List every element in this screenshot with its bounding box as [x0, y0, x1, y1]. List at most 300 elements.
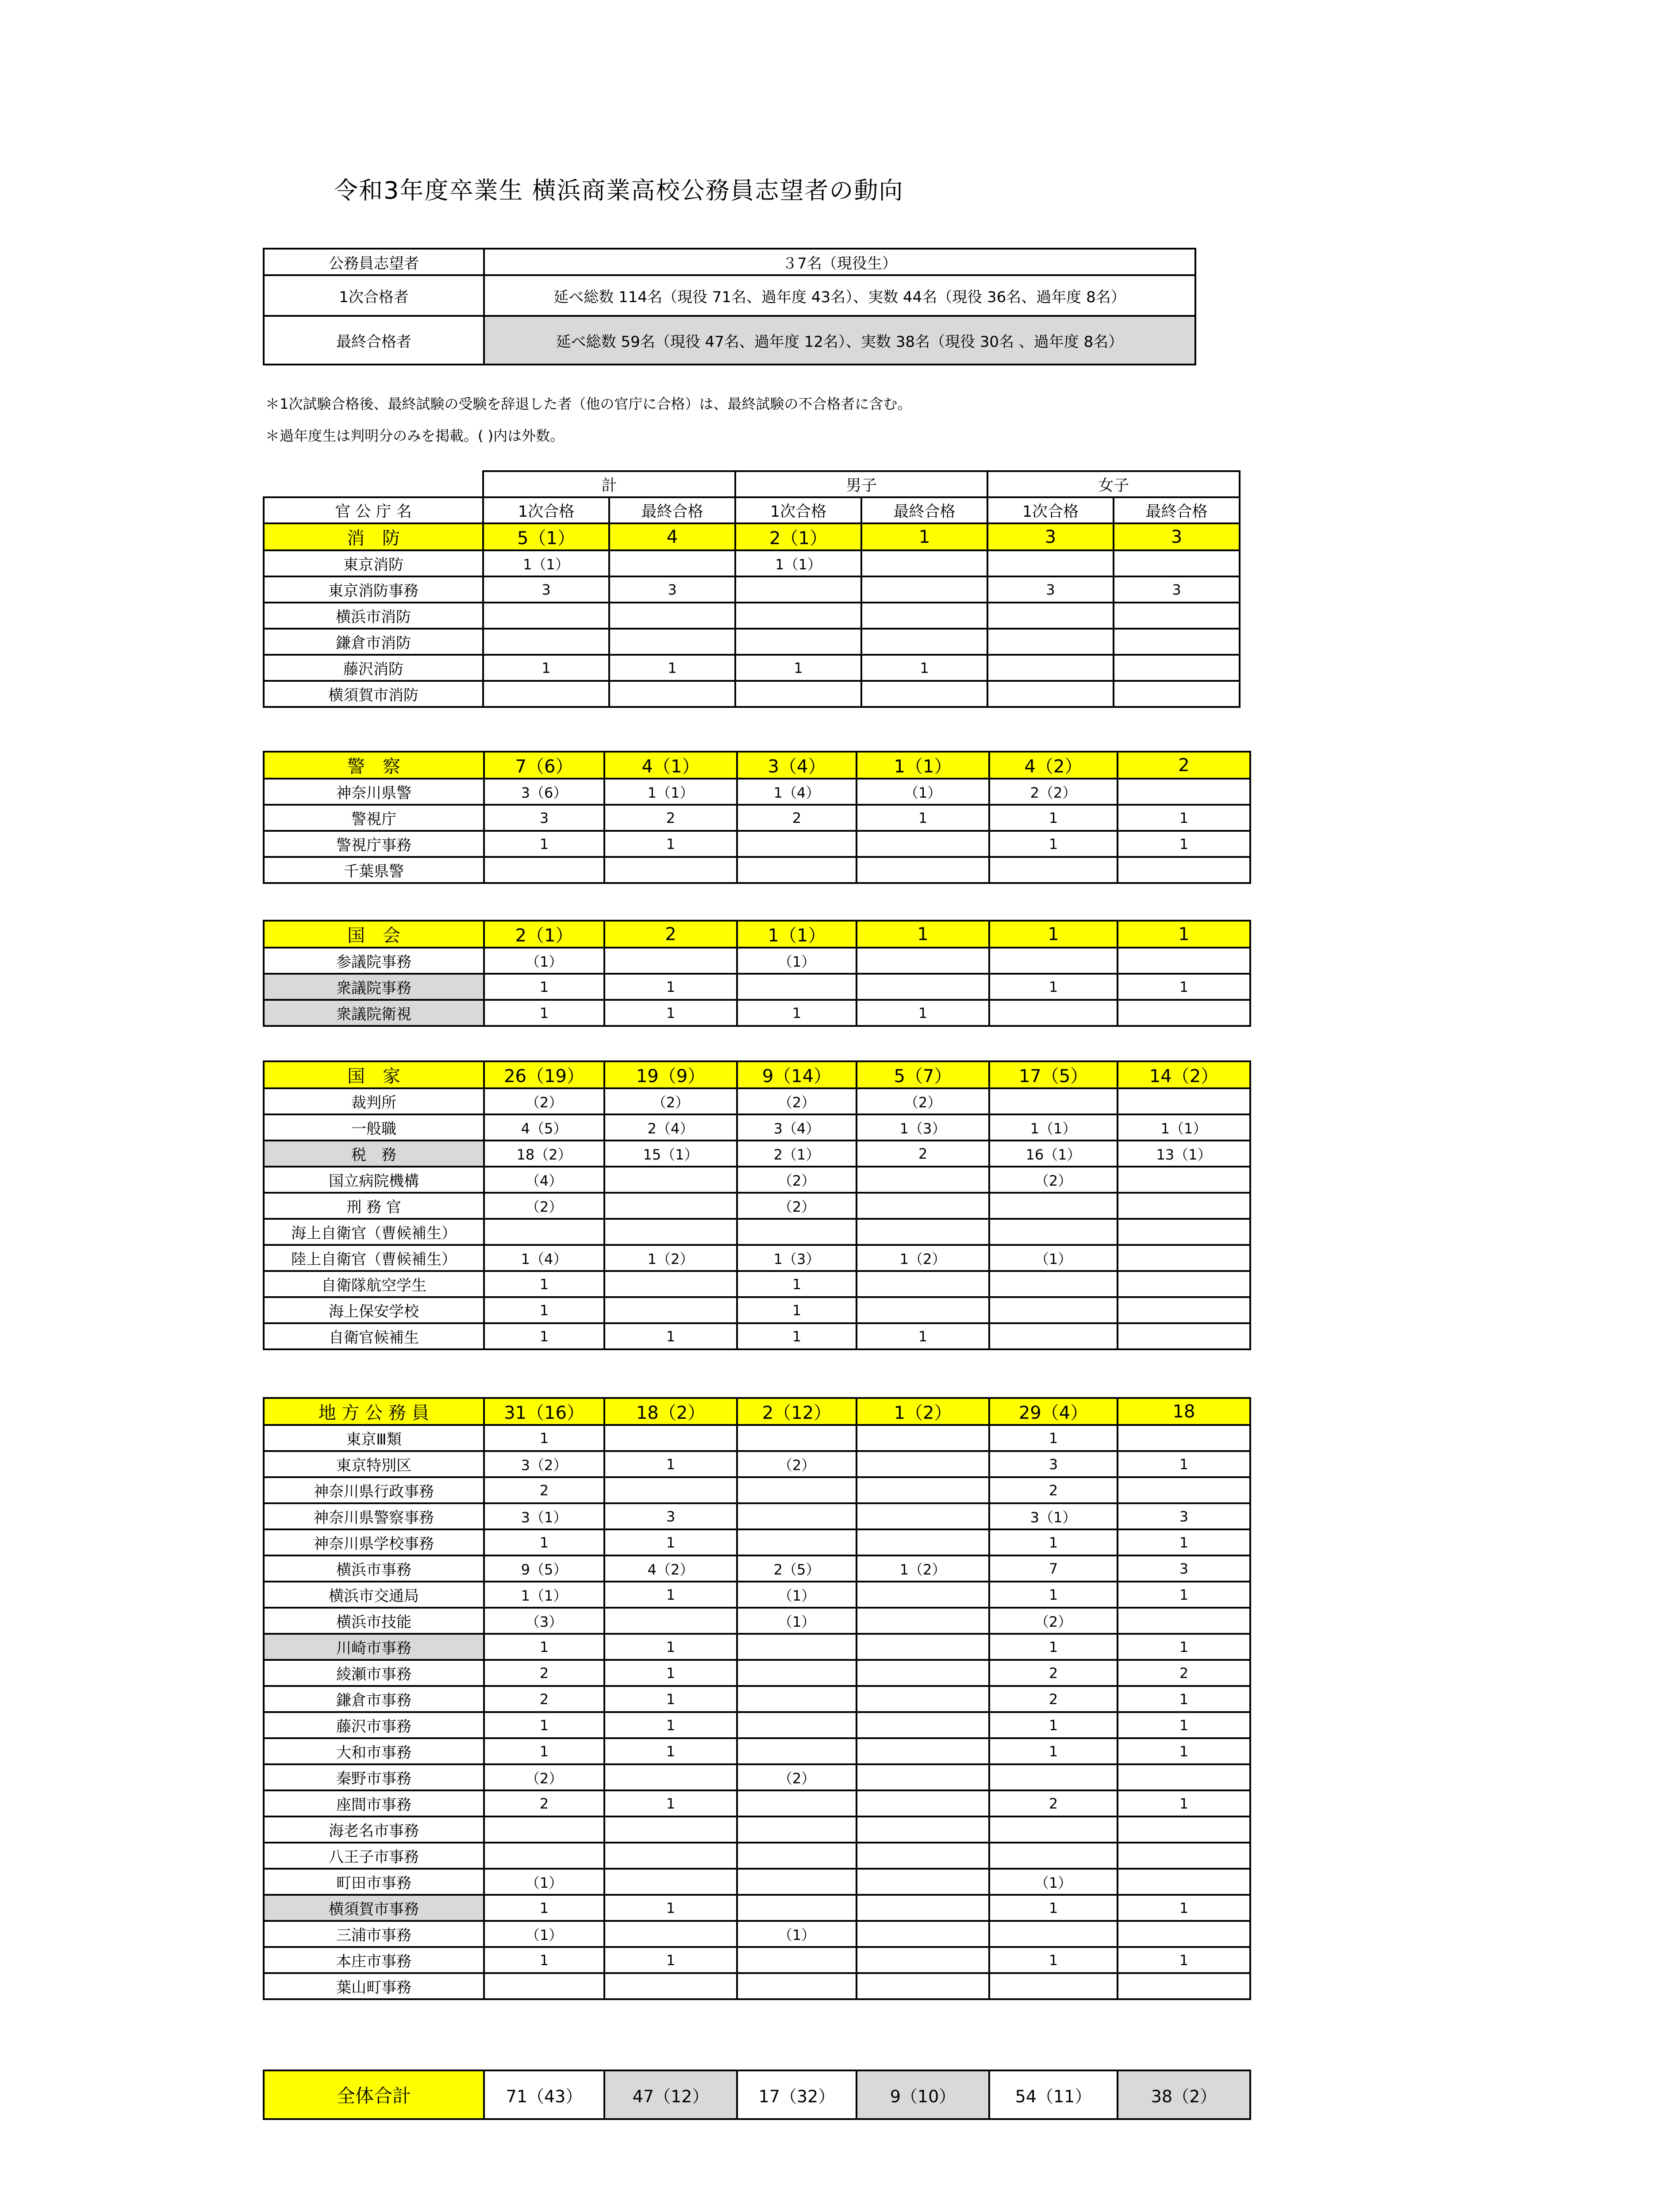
summary-value: ３7名（現役生） — [484, 249, 1195, 275]
value-cell: 1 — [484, 1712, 604, 1738]
table-row — [264, 1503, 1250, 1529]
table-row — [264, 1477, 1250, 1503]
value-cell: 1（1） — [1118, 1114, 1250, 1141]
section-total-value: 5（7） — [856, 1061, 989, 1088]
value-cell: 1 — [484, 1323, 604, 1349]
value-cell: 3 — [604, 1503, 737, 1529]
value-cell: 1 — [1118, 1895, 1250, 1921]
agency-name: 八王子市事務 — [264, 1843, 484, 1869]
table-row — [264, 857, 1250, 883]
agency-name: 川崎市事務 — [264, 1634, 484, 1660]
section-total-value: 2（1） — [484, 921, 604, 948]
value-cell: 1 — [604, 1323, 737, 1349]
agency-name: 衆議院事務 — [264, 974, 484, 1000]
value-cell — [856, 1425, 989, 1451]
value-cell — [856, 831, 989, 857]
value-cell — [1118, 1271, 1250, 1297]
value-cell — [856, 1790, 989, 1816]
value-cell — [604, 1843, 737, 1869]
value-cell: 1 — [1118, 805, 1250, 831]
agency-name: 藤沢市事務 — [264, 1712, 484, 1738]
value-cell: 2 — [989, 1477, 1118, 1503]
table-row — [264, 1634, 1250, 1660]
value-cell — [737, 1816, 856, 1843]
table-row — [264, 805, 1250, 831]
value-cell: （4） — [484, 1167, 604, 1193]
table-row — [264, 1921, 1250, 1947]
value-cell: （2） — [484, 1088, 604, 1114]
section-total-value: 19（9） — [604, 1061, 737, 1088]
value-cell — [737, 974, 856, 1000]
value-cell: 1（1） — [484, 1582, 604, 1608]
value-cell: 1 — [737, 1000, 856, 1026]
agency-name: 鎌倉市消防 — [264, 629, 483, 655]
agency-name: 横浜市事務 — [264, 1555, 484, 1582]
agency-name: 秦野市事務 — [264, 1764, 484, 1790]
value-cell: 1 — [861, 655, 987, 681]
agency-name: 綾瀬市事務 — [264, 1660, 484, 1686]
table-row — [264, 1895, 1250, 1921]
section-table-police — [263, 751, 1251, 884]
value-cell: 1 — [737, 1297, 856, 1323]
grand-total-row — [264, 2070, 1250, 2119]
value-cell: 1 — [604, 1634, 737, 1660]
value-cell — [1118, 1193, 1250, 1219]
value-cell — [989, 948, 1118, 974]
value-cell: 2（1） — [737, 1141, 856, 1167]
agency-name: 東京特別区 — [264, 1451, 484, 1477]
agency-name: 海上保安学校 — [264, 1297, 484, 1323]
agency-name: 海老名市事務 — [264, 1816, 484, 1843]
agency-name: 横浜市交通局 — [264, 1582, 484, 1608]
table-row — [264, 1660, 1250, 1686]
value-cell: 1（1） — [735, 550, 861, 576]
value-cell — [1118, 1921, 1250, 1947]
value-cell: （2） — [989, 1608, 1118, 1634]
agency-name: 横浜市技能 — [264, 1608, 484, 1634]
agency-name: 自衛隊航空学生 — [264, 1271, 484, 1297]
value-cell — [987, 603, 1114, 629]
section-total-value: 4（2） — [989, 752, 1118, 779]
summary-row — [264, 249, 1195, 275]
section-total-value: 1 — [1118, 921, 1250, 948]
value-cell: 1 — [604, 1451, 737, 1477]
value-cell: 1 — [604, 1895, 737, 1921]
value-cell: （1） — [737, 1608, 856, 1634]
agency-name: 裁判所 — [264, 1088, 484, 1114]
section-name: 警 察 — [264, 752, 484, 779]
value-cell — [989, 1271, 1118, 1297]
grand-total-value: 17（32） — [737, 2070, 856, 2119]
value-cell — [856, 1477, 989, 1503]
value-cell — [856, 1529, 989, 1555]
value-cell: 1 — [604, 831, 737, 857]
value-cell — [989, 1764, 1118, 1790]
agency-name: 東京消防 — [264, 550, 483, 576]
header-agency: 官 公 庁 名 — [264, 497, 483, 523]
table-row — [264, 1114, 1250, 1141]
value-cell — [737, 857, 856, 883]
value-cell: 1 — [484, 1271, 604, 1297]
section-total-row — [264, 1061, 1250, 1088]
value-cell: （2） — [737, 1088, 856, 1114]
header-subcolumn: 1次合格 — [987, 497, 1114, 523]
value-cell — [987, 629, 1114, 655]
value-cell — [856, 1608, 989, 1634]
value-cell — [737, 1973, 856, 1999]
value-cell: 3（1） — [484, 1503, 604, 1529]
value-cell: 1 — [856, 805, 989, 831]
value-cell: （1） — [484, 1869, 604, 1895]
agency-name: 町田市事務 — [264, 1869, 484, 1895]
table-row — [264, 1529, 1250, 1555]
value-cell: 1 — [989, 1712, 1118, 1738]
value-cell: 1 — [604, 1947, 737, 1973]
value-cell — [856, 1271, 989, 1297]
value-cell — [735, 603, 861, 629]
value-cell — [735, 576, 861, 603]
value-cell: 13（1） — [1118, 1141, 1250, 1167]
agency-name: 本庄市事務 — [264, 1947, 484, 1973]
value-cell: 1 — [989, 805, 1118, 831]
value-cell: 1 — [484, 831, 604, 857]
value-cell — [484, 1219, 604, 1245]
value-cell: 2 — [989, 1790, 1118, 1816]
value-cell — [856, 948, 989, 974]
value-cell: 1 — [737, 1271, 856, 1297]
value-cell — [604, 948, 737, 974]
agency-name: 東京消防事務 — [264, 576, 483, 603]
table-row — [264, 1297, 1250, 1323]
grand-total-value: 38（2） — [1118, 2070, 1250, 2119]
value-cell — [1118, 1869, 1250, 1895]
value-cell: 1 — [989, 1634, 1118, 1660]
value-cell — [737, 1503, 856, 1529]
value-cell: 1 — [484, 1000, 604, 1026]
header-group: 男子 — [735, 471, 987, 497]
table-row — [264, 603, 1240, 629]
section-total-value: 1 — [989, 921, 1118, 948]
value-cell: 2（5） — [737, 1555, 856, 1582]
value-cell: （1） — [484, 1921, 604, 1947]
value-cell: 2 — [1118, 1660, 1250, 1686]
value-cell: 3 — [484, 805, 604, 831]
value-cell — [856, 1947, 989, 1973]
value-cell: 1 — [989, 974, 1118, 1000]
value-cell: 3 — [989, 1451, 1118, 1477]
value-cell: 1 — [604, 974, 737, 1000]
value-cell: 1 — [1118, 1634, 1250, 1660]
table-row — [264, 629, 1240, 655]
note-line: ＊過年度生は判明分のみを掲載。( )内は外数。 — [265, 427, 565, 444]
value-cell: 2（2） — [989, 779, 1118, 805]
value-cell: （2） — [604, 1088, 737, 1114]
section-table-fire — [263, 470, 1241, 708]
agency-name: 参議院事務 — [264, 948, 484, 974]
value-cell: 2 — [604, 805, 737, 831]
value-cell — [1118, 1843, 1250, 1869]
value-cell: 1（1） — [483, 550, 609, 576]
value-cell — [989, 1219, 1118, 1245]
value-cell — [737, 1843, 856, 1869]
value-cell — [737, 1477, 856, 1503]
value-cell — [989, 1297, 1118, 1323]
header-group: 計 — [483, 471, 735, 497]
value-cell — [856, 1764, 989, 1790]
table-row — [264, 655, 1240, 681]
value-cell: 2（4） — [604, 1114, 737, 1141]
value-cell: 1 — [737, 1323, 856, 1349]
value-cell: 1 — [604, 1712, 737, 1738]
grand-total-value: 54（11） — [989, 2070, 1118, 2119]
value-cell — [604, 1425, 737, 1451]
agency-name: 衆議院衛視 — [264, 1000, 484, 1026]
value-cell: 1 — [1118, 1582, 1250, 1608]
value-cell: 9（5） — [484, 1555, 604, 1582]
value-cell — [856, 1712, 989, 1738]
value-cell — [1118, 1219, 1250, 1245]
section-total-value: 18 — [1118, 1398, 1250, 1425]
value-cell — [483, 629, 609, 655]
value-cell: （1） — [856, 779, 989, 805]
table-row — [264, 1271, 1250, 1297]
header-blank — [264, 471, 483, 497]
value-cell: 1 — [1118, 1686, 1250, 1712]
agency-name: 税 務 — [264, 1141, 484, 1167]
section-name: 国 家 — [264, 1061, 484, 1088]
value-cell — [604, 1193, 737, 1219]
value-cell — [735, 681, 861, 707]
value-cell: 1 — [735, 655, 861, 681]
grand-total-value: 71（43） — [484, 2070, 604, 2119]
value-cell: 3（6） — [484, 779, 604, 805]
value-cell — [856, 1582, 989, 1608]
value-cell — [856, 1869, 989, 1895]
value-cell — [604, 1167, 737, 1193]
value-cell — [609, 681, 735, 707]
value-cell: 1（4） — [484, 1245, 604, 1271]
value-cell: 1 — [609, 655, 735, 681]
table-row — [264, 1973, 1250, 1999]
value-cell — [737, 1738, 856, 1764]
section-total-row — [264, 1398, 1250, 1425]
value-cell: 3 — [987, 576, 1114, 603]
section-total-value: 1（2） — [856, 1398, 989, 1425]
section-total-value: 17（5） — [989, 1061, 1118, 1088]
value-cell: 1 — [856, 1323, 989, 1349]
value-cell: （2） — [484, 1193, 604, 1219]
value-cell — [856, 1895, 989, 1921]
value-cell — [484, 1816, 604, 1843]
value-cell — [604, 1973, 737, 1999]
value-cell: 2 — [989, 1660, 1118, 1686]
value-cell — [737, 1895, 856, 1921]
agency-name: 自衛官候補生 — [264, 1323, 484, 1349]
value-cell: 1 — [1118, 1451, 1250, 1477]
value-cell — [735, 629, 861, 655]
section-total-value: 1（1） — [856, 752, 989, 779]
agency-name: 鎌倉市事務 — [264, 1686, 484, 1712]
table-row — [264, 681, 1240, 707]
value-cell: 1 — [989, 1738, 1118, 1764]
section-total-row — [264, 523, 1240, 550]
header-subcolumn: 最終合格 — [1114, 497, 1240, 523]
table-row — [264, 1686, 1250, 1712]
value-cell: 3（4） — [737, 1114, 856, 1141]
table-row — [264, 1167, 1250, 1193]
value-cell — [856, 1660, 989, 1686]
value-cell — [604, 1477, 737, 1503]
value-cell — [737, 1947, 856, 1973]
value-cell — [987, 655, 1114, 681]
value-cell — [609, 550, 735, 576]
value-cell: 1 — [484, 974, 604, 1000]
section-total-value: 2（12） — [737, 1398, 856, 1425]
section-total-value: 1 — [861, 523, 987, 550]
table-row — [264, 1088, 1250, 1114]
header-group-row — [264, 471, 1240, 497]
summary-label: 公務員志望者 — [264, 249, 484, 275]
grand-total-table — [263, 2070, 1251, 2120]
table-row — [264, 576, 1240, 603]
value-cell: 1 — [484, 1947, 604, 1973]
value-cell — [861, 576, 987, 603]
value-cell — [989, 1193, 1118, 1219]
value-cell: （1） — [989, 1869, 1118, 1895]
value-cell — [484, 1843, 604, 1869]
value-cell: 1（4） — [737, 779, 856, 805]
value-cell: 1 — [989, 1582, 1118, 1608]
table-row — [264, 1712, 1250, 1738]
value-cell — [604, 1297, 737, 1323]
table-row — [264, 831, 1250, 857]
value-cell — [1114, 655, 1240, 681]
value-cell — [856, 857, 989, 883]
value-cell — [1118, 1973, 1250, 1999]
table-row — [264, 1764, 1250, 1790]
value-cell — [1118, 1297, 1250, 1323]
value-cell: （1） — [737, 1582, 856, 1608]
header-subcolumn: 最終合格 — [861, 497, 987, 523]
value-cell: （1） — [484, 948, 604, 974]
value-cell — [856, 974, 989, 1000]
value-cell: 1 — [484, 1425, 604, 1451]
value-cell: 7 — [989, 1555, 1118, 1582]
value-cell: 1（1） — [604, 779, 737, 805]
section-total-value: 14（2） — [1118, 1061, 1250, 1088]
value-cell — [856, 1738, 989, 1764]
value-cell — [856, 1451, 989, 1477]
value-cell: 1 — [604, 1738, 737, 1764]
value-cell — [1118, 1764, 1250, 1790]
table-row — [264, 1451, 1250, 1477]
value-cell — [737, 1712, 856, 1738]
section-total-value: 3 — [1114, 523, 1240, 550]
value-cell: 1 — [484, 1895, 604, 1921]
value-cell: 2 — [989, 1686, 1118, 1712]
value-cell — [1118, 1323, 1250, 1349]
value-cell: 2 — [484, 1790, 604, 1816]
agency-name: 千葉県警 — [264, 857, 484, 883]
value-cell: 1 — [856, 1000, 989, 1026]
table-row — [264, 1425, 1250, 1451]
table-row — [264, 1219, 1250, 1245]
section-total-value: 5（1） — [483, 523, 609, 550]
summary-table — [263, 248, 1196, 365]
table-row — [264, 1000, 1250, 1026]
section-total-value: 1（1） — [737, 921, 856, 948]
page-title: 令和3年度卒業生 横浜商業高校公務員志望者の動向 — [334, 177, 904, 204]
value-cell: （2） — [856, 1088, 989, 1114]
agency-name: 国立病院機構 — [264, 1167, 484, 1193]
table-row — [264, 1790, 1250, 1816]
value-cell: 3 — [1114, 576, 1240, 603]
value-cell: （2） — [737, 1764, 856, 1790]
grand-total-value: 9（10） — [856, 2070, 989, 2119]
value-cell: 1 — [604, 1790, 737, 1816]
value-cell: 2 — [484, 1660, 604, 1686]
table-row — [264, 1193, 1250, 1219]
grand-total-label: 全体合計 — [264, 2070, 484, 2119]
value-cell — [989, 1088, 1118, 1114]
value-cell — [737, 1634, 856, 1660]
value-cell: 1（2） — [856, 1555, 989, 1582]
value-cell: 1 — [989, 831, 1118, 857]
value-cell — [989, 1323, 1118, 1349]
value-cell: 3 — [1118, 1503, 1250, 1529]
header-subcolumn: 最終合格 — [609, 497, 735, 523]
value-cell — [604, 1921, 737, 1947]
section-total-row — [264, 921, 1250, 948]
value-cell: 18（2） — [484, 1141, 604, 1167]
summary-label: 1次合格者 — [264, 275, 484, 316]
value-cell — [856, 1297, 989, 1323]
value-cell — [737, 1790, 856, 1816]
value-cell — [856, 1193, 989, 1219]
value-cell: （3） — [484, 1608, 604, 1634]
section-total-value: 7（6） — [484, 752, 604, 779]
summary-value: 延べ総数 114名（現役 71名、過年度 43名）、実数 44名（現役 36名、過年度 8名） — [484, 275, 1195, 316]
table-row — [264, 974, 1250, 1000]
value-cell: 1 — [1118, 831, 1250, 857]
value-cell: 1 — [1118, 974, 1250, 1000]
agency-name: 横須賀市消防 — [264, 681, 483, 707]
value-cell: 2 — [737, 805, 856, 831]
value-cell: 3（2） — [484, 1451, 604, 1477]
value-cell: 2 — [856, 1141, 989, 1167]
value-cell — [737, 1529, 856, 1555]
section-total-value: 1 — [856, 921, 989, 948]
value-cell: 4（5） — [484, 1114, 604, 1141]
section-total-value: 9（14） — [737, 1061, 856, 1088]
value-cell — [1114, 629, 1240, 655]
value-cell — [604, 1869, 737, 1895]
value-cell — [604, 1764, 737, 1790]
section-name: 地 方 公 務 員 — [264, 1398, 484, 1425]
value-cell — [861, 603, 987, 629]
header-group: 女子 — [987, 471, 1240, 497]
value-cell — [989, 857, 1118, 883]
table-row — [264, 1608, 1250, 1634]
value-cell — [989, 1000, 1118, 1026]
value-cell: 1 — [989, 1895, 1118, 1921]
value-cell: 1 — [604, 1000, 737, 1026]
value-cell: 1 — [1118, 1712, 1250, 1738]
section-total-value: 4 — [609, 523, 735, 550]
section-total-value: 29（4） — [989, 1398, 1118, 1425]
agency-name: 神奈川県学校事務 — [264, 1529, 484, 1555]
grand-total-value: 47（12） — [604, 2070, 737, 2119]
